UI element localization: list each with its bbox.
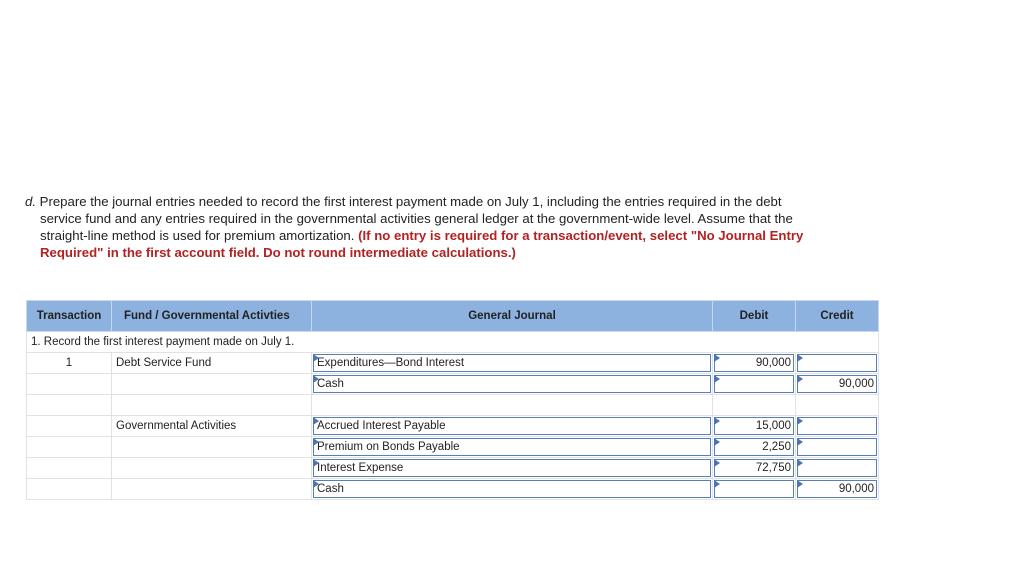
fund-label [112, 458, 312, 479]
table-row [27, 353, 879, 374]
debit-cell [713, 374, 796, 395]
input-marker-icon [714, 459, 720, 467]
account-field[interactable] [313, 480, 711, 498]
dropdown-marker-icon [313, 375, 319, 383]
input-marker-icon [714, 375, 720, 383]
transaction-number: 1 [27, 353, 112, 374]
input-marker-icon [797, 417, 803, 425]
table-row [27, 437, 879, 458]
debit-value: 72,750 [755, 462, 791, 474]
account-field[interactable] [313, 459, 711, 477]
empty-cell [27, 395, 112, 416]
fund-label [112, 437, 312, 458]
debit-field[interactable] [714, 417, 794, 435]
table-row [27, 416, 879, 437]
transaction-number [27, 479, 112, 500]
table-row [27, 374, 879, 395]
account-field[interactable] [313, 417, 711, 435]
fund-label [112, 374, 312, 395]
account-field[interactable] [313, 375, 711, 393]
credit-cell [796, 353, 879, 374]
transaction-number [27, 437, 112, 458]
input-marker-icon [714, 417, 720, 425]
input-marker-icon [714, 480, 720, 488]
account-cell [312, 416, 713, 437]
credit-cell [796, 458, 879, 479]
credit-cell [796, 479, 879, 500]
table-row [27, 458, 879, 479]
account-cell [312, 374, 713, 395]
part-label: d. [25, 194, 36, 209]
transaction-number [27, 416, 112, 437]
credit-field[interactable] [797, 438, 877, 456]
spacer-row [27, 395, 879, 416]
header-transaction: Transaction [27, 301, 112, 332]
account-cell [312, 437, 713, 458]
account-value: Accrued Interest Payable [317, 420, 446, 432]
account-value: Cash [317, 483, 344, 495]
transaction-number [27, 374, 112, 395]
input-marker-icon [797, 459, 803, 467]
empty-cell [312, 395, 713, 416]
account-cell [312, 479, 713, 500]
transaction-number [27, 458, 112, 479]
dropdown-marker-icon [313, 354, 319, 362]
debit-value: 15,000 [755, 420, 791, 432]
debit-cell [713, 458, 796, 479]
account-value: Premium on Bonds Payable [317, 441, 460, 453]
table-row [27, 479, 879, 500]
debit-cell [713, 353, 796, 374]
account-field[interactable] [313, 354, 711, 372]
credit-field[interactable] [797, 417, 877, 435]
account-value: Interest Expense [317, 462, 404, 474]
credit-field[interactable] [797, 480, 877, 498]
input-marker-icon [797, 480, 803, 488]
debit-field[interactable] [714, 459, 794, 477]
instructions [25, 193, 905, 261]
fund-label: Debt Service Fund [112, 353, 312, 374]
credit-value: 90,000 [838, 483, 874, 495]
account-value: Expenditures—Bond Interest [317, 357, 465, 369]
account-cell [312, 458, 713, 479]
credit-value: 90,000 [838, 378, 874, 390]
dropdown-marker-icon [313, 480, 319, 488]
debit-field[interactable] [714, 354, 794, 372]
fund-label [112, 479, 312, 500]
input-marker-icon [797, 375, 803, 383]
journal-table [26, 300, 879, 500]
instruction-line-3 [25, 227, 905, 244]
credit-field[interactable] [797, 354, 877, 372]
credit-field[interactable] [797, 375, 877, 393]
credit-cell [796, 416, 879, 437]
dropdown-marker-icon [313, 417, 319, 425]
debit-field[interactable] [714, 480, 794, 498]
input-marker-icon [714, 354, 720, 362]
debit-cell [713, 479, 796, 500]
journal-header-row [27, 301, 879, 332]
empty-cell [796, 395, 879, 416]
empty-cell [713, 395, 796, 416]
instruction-red-2: Required" in the first account field. Do not round intermediate calculations.) [40, 245, 516, 260]
fund-label: Governmental Activities [112, 416, 312, 437]
debit-value: 90,000 [755, 357, 791, 369]
dropdown-marker-icon [313, 459, 319, 467]
debit-field[interactable] [714, 438, 794, 456]
section-note-row [27, 332, 879, 353]
credit-cell [796, 374, 879, 395]
dropdown-marker-icon [313, 438, 319, 446]
input-marker-icon [714, 438, 720, 446]
header-debit: Debit [713, 301, 796, 332]
empty-cell [112, 395, 312, 416]
header-fund: Fund / Governmental Activties [112, 301, 312, 332]
account-field[interactable] [313, 438, 711, 456]
debit-cell [713, 416, 796, 437]
debit-field[interactable] [714, 375, 794, 393]
instruction-red-1: (If no entry is required for a transaction/event, select "No Journal Entry [358, 228, 804, 243]
input-marker-icon [797, 354, 803, 362]
instruction-line-2: service fund and any entries required in the governmental activities general ledger at the government-wide level. Assume that the [40, 211, 793, 226]
input-marker-icon [797, 438, 803, 446]
instruction-line-1 [25, 193, 905, 210]
credit-field[interactable] [797, 459, 877, 477]
instruction-text-1: Prepare the journal entries needed to record the first interest payment made on July 1, including the entries required in the debt [36, 194, 782, 209]
account-value: Cash [317, 378, 344, 390]
debit-cell [713, 437, 796, 458]
header-general-journal: General Journal [312, 301, 713, 332]
debit-value: 2,250 [762, 441, 791, 453]
section-note: 1. Record the first interest payment made on July 1. [27, 332, 879, 353]
credit-cell [796, 437, 879, 458]
instruction-text-3: straight-line method is used for premium amortization. [40, 228, 359, 243]
account-cell [312, 353, 713, 374]
header-credit: Credit [796, 301, 879, 332]
